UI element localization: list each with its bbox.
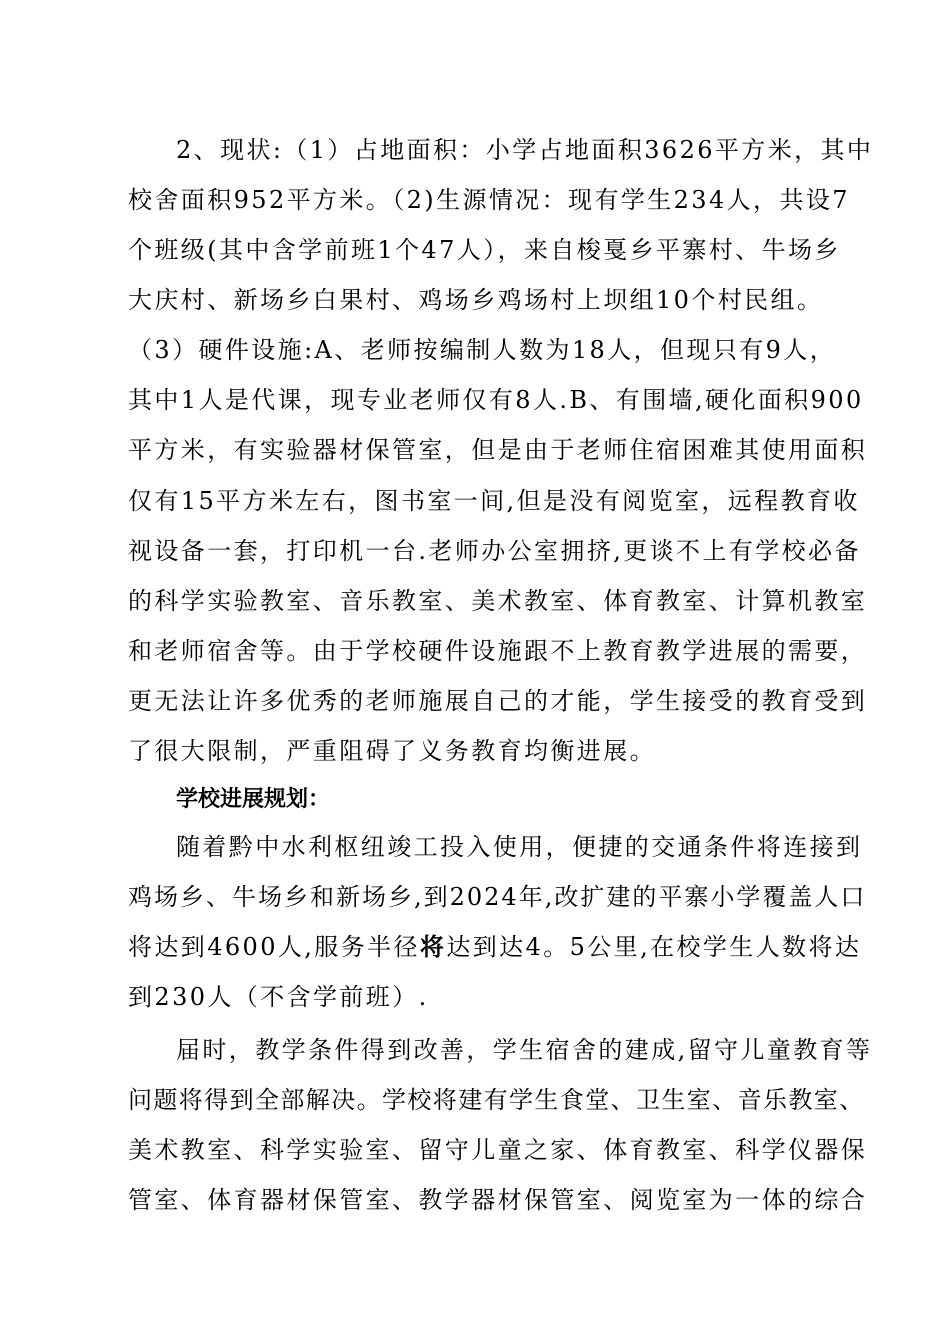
paragraph-1-line-3: 个班级(其中含学前班1个47人），来自梭戛乡平寨村、牛场乡 bbox=[128, 236, 841, 264]
paragraph-2-line-3 bbox=[128, 927, 868, 967]
paragraph-1-line-11: 和老师宿舍等。由于学校硬件设施跟不上教育教学进展的需要， bbox=[128, 637, 868, 665]
paragraph-1-line-13: 了很大限制，严重阻碍了义务教育均衡进展。 bbox=[128, 737, 656, 765]
paragraph-3-line-3: 美术教室、科学实验室、留守儿童之家、体育教室、科学仪器保 bbox=[128, 1136, 868, 1164]
paragraph-2-line-3-start: 将达到4600人,服务半径 bbox=[128, 933, 420, 961]
paragraph-1-line-2: 校舍面积952平方米。（2)生源情况：现有学生234人，共设7 bbox=[128, 186, 850, 214]
paragraph-2-line-4: 到230人（不含学前班）. bbox=[128, 983, 429, 1011]
paragraph-1-line-6: 其中1人是代课，现专业老师仅有8人.B、有围墙,硬化面积900 bbox=[128, 386, 864, 414]
paragraph-1-line-5: （3）硬件设施:A、老师按编制人数为18人，但现只有9人， bbox=[128, 336, 837, 364]
section-heading: 学校进展规划： bbox=[176, 787, 331, 812]
paragraph-1-line-12: 更无法让许多优秀的老师施展自己的才能，学生接受的教育受到 bbox=[128, 687, 868, 715]
paragraph-2-line-3-end: 达到达4。5公里,在校学生人数将达 bbox=[446, 933, 862, 961]
paragraph-3-line-4: 管室、体育器材保管室、教学器材保管室、阅览室为一体的综合 bbox=[128, 1186, 868, 1214]
paragraph-1-line-4: 大庆村、新场乡白果村、鸡场乡鸡场村上坝组10个村民组。 bbox=[128, 286, 824, 314]
paragraph-3-line-1: 届时，教学条件得到改善，学生宿舍的建成,留守儿童教育等 bbox=[176, 1036, 873, 1064]
paragraph-1-line-8: 仅有15平方米左右，图书室一间,但是没有阅览室，远程教育收 bbox=[128, 487, 860, 515]
paragraph-3-line-2: 问题将得到全部解决。学校将建有学生食堂、卫生室、音乐教室、 bbox=[128, 1086, 865, 1114]
paragraph-1-line-1: 2、现状:（1）占地面积：小学占地面积3626平方米，其中 bbox=[176, 136, 874, 164]
paragraph-2-bold-char: 将 bbox=[419, 932, 447, 961]
paragraph-2-line-1: 随着黔中水利枢纽竣工投入使用，便捷的交通条件将连接到 bbox=[176, 833, 863, 861]
paragraph-1-line-9: 视设备一套，打印机一台.老师办公室拥挤,更谈不上有学校必备 bbox=[128, 537, 861, 565]
paragraph-1-line-7: 平方米，有实验器材保管室，但是由于老师住宿困难其使用面积 bbox=[128, 436, 868, 464]
paragraph-1-line-10: 的科学实验教室、音乐教室、美术教室、体育教室、计算机教室 bbox=[128, 587, 868, 615]
paragraph-2-line-2: 鸡场乡、牛场乡和新场乡,到2024年,改扩建的平寨小学覆盖人口 bbox=[128, 883, 867, 911]
